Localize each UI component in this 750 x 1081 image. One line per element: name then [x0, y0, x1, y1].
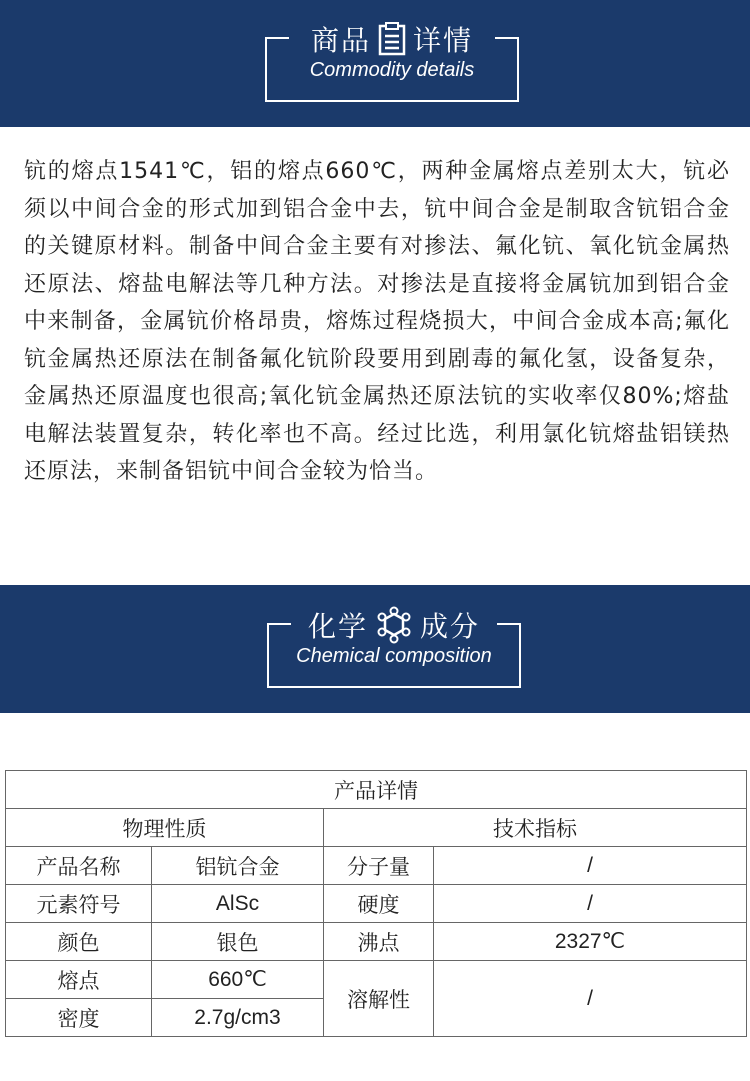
value-cell: 2.7g/cm3: [152, 999, 324, 1037]
title-right: 成分: [420, 610, 481, 643]
value-cell: AlSc: [152, 885, 324, 923]
commodity-details-banner: [0, 0, 750, 127]
molecule-icon: [374, 606, 414, 651]
section-title: [267, 19, 517, 63]
value-cell: 2327℃: [434, 923, 747, 961]
label-cell: 颜色: [6, 923, 152, 961]
table-row: [6, 961, 747, 999]
section-subtitle: Chemical composition: [296, 645, 492, 667]
label-cell: 元素符号: [6, 885, 152, 923]
label-cell: 分子量: [324, 847, 434, 885]
header-technical: 技术指标: [324, 809, 747, 847]
title-left: 化学: [307, 610, 368, 643]
label-cell: 密度: [6, 999, 152, 1037]
title-frame: [267, 610, 521, 688]
section-title: [269, 605, 519, 651]
table-title-row: [6, 771, 747, 809]
table-header-row: [6, 809, 747, 847]
value-cell: /: [434, 885, 747, 923]
label-cell: 熔点: [6, 961, 152, 999]
label-cell: 溶解性: [324, 961, 434, 1037]
chemical-composition-banner: [0, 585, 750, 713]
value-cell: /: [434, 847, 747, 885]
label-cell: 沸点: [324, 923, 434, 961]
value-cell: 铝钪合金: [152, 847, 324, 885]
label-cell: 硬度: [324, 885, 434, 923]
header-physical: 物理性质: [6, 809, 324, 847]
title-right: 详情: [413, 24, 474, 57]
table-title: 产品详情: [6, 771, 747, 809]
value-cell: /: [434, 961, 747, 1037]
description-paragraph: 钪的熔点1541℃，铝的熔点660℃，两种金属熔点差别太大，钪必须以中间合金的形式加到铝合金中去，钪中间合金是制取含钪铝合金的关键原材料。制备中间合金主要有对掺法、氟化钪、氧化钪金属热还原法、熔盐电解法等几种方法。对掺法是直接将金属钪加到铝合金中来制备，金属钪价格昂贵，熔炼过程烧损大，中间合金成本高;氟化钪金属热还原法在制备氟化钪阶段要用到剧毒的氟化氢，设备复杂，金属热还原温度也很高;氧化钪金属热还原法钪的实收率仅80%;熔盐电解法装置复杂，转化率也不高。经过比选，利用氯化钪熔盐铝镁热还原法，来制备铝钪中间合金较为恰当。: [24, 159, 730, 484]
value-cell: 660℃: [152, 961, 324, 999]
label-cell: 产品名称: [6, 847, 152, 885]
table-row: [6, 847, 747, 885]
product-spec-table: [5, 770, 747, 1037]
value-cell: 银色: [152, 923, 324, 961]
title-frame: [265, 24, 519, 102]
clipboard-icon: [377, 22, 407, 63]
table-row: [6, 885, 747, 923]
title-left: 商品: [310, 24, 371, 57]
section-subtitle: Commodity details: [309, 59, 475, 81]
table-row: [6, 923, 747, 961]
